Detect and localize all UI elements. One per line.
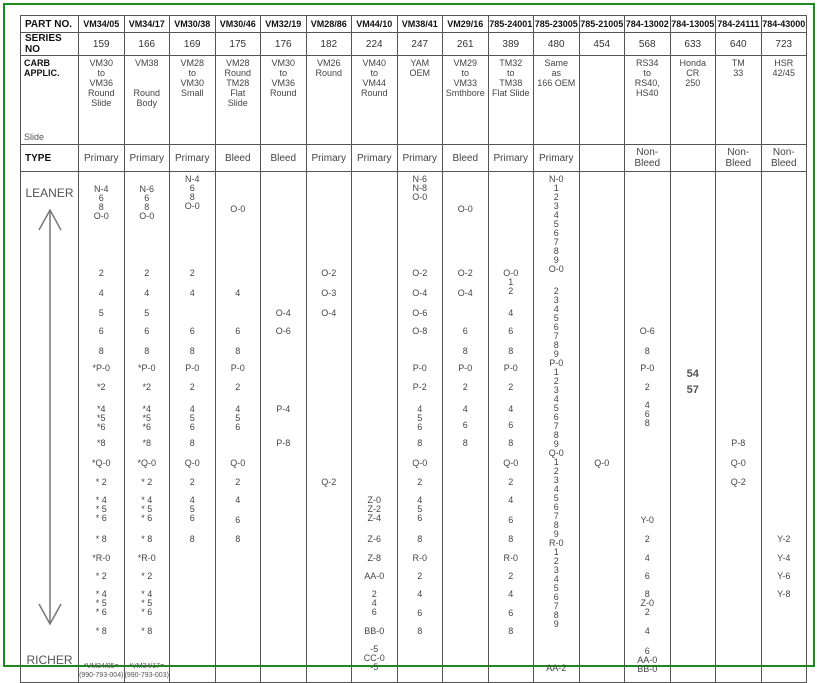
part-no-3: VM30/46 [215, 16, 261, 33]
part-footnote: *VM34/05= (990-793-004) [79, 663, 124, 679]
needle-jet-entry: Y-0 [640, 515, 654, 525]
needle-jet-entry: 4 [508, 495, 514, 505]
needle-jet-entry: *Q-0 [91, 458, 111, 468]
needle-jet-list-7 [398, 172, 443, 682]
needle-jet-entry: 4 5 6 [235, 404, 241, 432]
needle-jet-entry: *4 *5 *6 [142, 404, 151, 432]
needle-jet-entry: 2 [235, 477, 241, 487]
series-no-8: 261 [443, 33, 489, 56]
type-0: Primary [79, 145, 125, 172]
needle-jet-entry: 2 3 4 5 6 7 8 9 P-0 1 2 3 4 5 6 7 8 9 Q-0 1 2 3 4 5 6 7 8 9 R-0 1 2 3 4 5 6 7 8 9 [548, 286, 564, 629]
needle-jet-entry: * 4 * 5 * 6 [95, 589, 107, 617]
needle-jet-entry: P-8 [731, 438, 746, 448]
needle-jet-entry: 4 [235, 288, 241, 298]
series-no-3: 175 [215, 33, 261, 56]
part-footnote: *VM34/17= (990-793-003) [124, 663, 169, 679]
needle-jet-list-13 [671, 172, 716, 682]
needle-jet-entry: BB-0 [364, 626, 385, 636]
needle-jet-entry: O-6 [639, 326, 655, 336]
part-no-13: 784-13005 [670, 16, 716, 33]
needle-jet-list-11 [580, 172, 625, 682]
needle-jet-entry: 8 [644, 346, 650, 356]
carb-applic-0: VM30 to VM36 Round Slide [79, 56, 125, 145]
needle-jet-entry: *2 [142, 382, 151, 392]
needle-jet-entry: 4 [417, 589, 423, 599]
carb-applic-5: VM26 Round [306, 56, 352, 145]
needle-jet-column-2 [170, 172, 216, 683]
needle-jet-entry: 2 [417, 477, 423, 487]
needle-jet-entry: 8 [189, 346, 195, 356]
needle-jet-entry: 4 [189, 288, 195, 298]
needle-jet-column-1 [124, 172, 170, 683]
needle-jet-entry: 6 [508, 515, 514, 525]
part-no-15: 784-43000 [761, 16, 807, 33]
needle-jet-entry: N-6 N-8 O-0 [412, 174, 428, 202]
carb-applic-9: TM32 to TM38 Flat Slide [488, 56, 534, 145]
needle-jet-entry: * 2 [95, 477, 107, 487]
needle-jet-entry: 5 [98, 308, 104, 318]
needle-jet-entry: 6 [508, 608, 514, 618]
needle-jet-list-0 [79, 172, 124, 682]
needle-jet-entry: 8 [189, 534, 195, 544]
needle-jet-entry: 2 [144, 268, 150, 278]
series-no-0: 159 [79, 33, 125, 56]
carb-applic-14: TM 33 [716, 56, 762, 145]
needle-jet-entry: 6 [644, 571, 650, 581]
needle-jet-list-14 [716, 172, 761, 682]
lean-rich-arrow-icon [21, 172, 79, 682]
needle-jet-entry: 2 [508, 571, 514, 581]
needle-jet-entry: 2 [644, 382, 650, 392]
needle-jet-entry: * 8 [95, 626, 107, 636]
needle-jet-entry: 8 [189, 438, 195, 448]
needle-jet-entry: 6 [189, 326, 195, 336]
series-no-5: 182 [306, 33, 352, 56]
needle-jet-column-6 [352, 172, 398, 683]
carb-applic-15: HSR 42/45 [761, 56, 807, 145]
needle-jet-entry: Y-8 [777, 589, 791, 599]
needle-jet-entry: 2 [98, 268, 104, 278]
type-13 [670, 145, 716, 172]
needle-jet-entry: 6 [98, 326, 104, 336]
part-no-14: 784-24111 [716, 16, 762, 33]
part-no-11: 785-21005 [579, 16, 625, 33]
needle-jet-column-8 [443, 172, 489, 683]
needle-jet-entry: O-0 1 2 [503, 268, 519, 296]
part-no-8: VM29/16 [443, 16, 489, 33]
part-no-9: 785-24001 [488, 16, 534, 33]
needle-jet-entry: 6 [462, 326, 468, 336]
needle-jet-entry: *8 [142, 438, 151, 448]
needle-jet-entry: AA-0 [364, 571, 385, 581]
needle-jet-list-2 [170, 172, 215, 682]
needle-jet-entry: 4 [144, 288, 150, 298]
carb-applic-10: Same as 166 OEM [534, 56, 580, 145]
needle-jet-column-10 [534, 172, 580, 683]
needle-jet-entry: P-4 [276, 404, 291, 414]
series-note: 54 [686, 368, 699, 380]
needle-jet-entry: 5 [144, 308, 150, 318]
needle-jet-entry: 6 AA-0 BB-0 [637, 646, 658, 674]
type-11 [579, 145, 625, 172]
needle-jet-entry: O-0 [230, 204, 246, 214]
carb-applic-row [21, 56, 807, 145]
needle-jet-column-15 [761, 172, 807, 683]
series-no-label: SERIES NO [21, 33, 79, 56]
series-no-1: 166 [124, 33, 170, 56]
type-7: Primary [397, 145, 443, 172]
type-8: Bleed [443, 145, 489, 172]
needle-jet-entry: O-4 [321, 308, 337, 318]
needle-jet-entry: 8 [98, 346, 104, 356]
type-15: Non- Bleed [761, 145, 807, 172]
needle-jet-entry: AA-2 [546, 663, 567, 673]
type-10: Primary [534, 145, 580, 172]
part-no-row [21, 16, 807, 33]
needle-jet-entry: O-8 [412, 326, 428, 336]
needle-jet-entry: *P-0 [92, 363, 110, 373]
part-no-label: PART NO. [21, 16, 79, 33]
needle-jet-entry: 6 [235, 515, 241, 525]
needle-jet-entry: * 4 * 5 * 6 [95, 495, 107, 523]
type-row [21, 145, 807, 172]
needle-jet-entry: P-0 [185, 363, 200, 373]
needle-jet-entry: 8 [508, 438, 514, 448]
needle-jet-list-3 [216, 172, 261, 682]
needle-jet-entry: O-4 [412, 288, 428, 298]
carb-applic-8: VM29 to VM33 Smthbore [443, 56, 489, 145]
needle-jet-entry: Y-6 [777, 571, 791, 581]
series-no-12: 568 [625, 33, 671, 56]
needle-jet-list-12 [625, 172, 670, 682]
carb-applic-2: VM28 to VM30 Small [170, 56, 216, 145]
needle-jet-entry: 4 5 6 [417, 495, 423, 523]
needle-jet-entry: 2 [462, 382, 468, 392]
needle-jet-list-15 [762, 172, 807, 682]
carb-applic-6: VM40 to VM44 Round [352, 56, 398, 145]
needle-jet-entry: Y-4 [777, 553, 791, 563]
needle-jet-entry: 4 [98, 288, 104, 298]
needle-jet-entry: 2 [189, 268, 195, 278]
needle-jet-entry: O-2 [321, 268, 337, 278]
needle-jet-column-0 [79, 172, 125, 683]
carb-applic-11 [579, 56, 625, 145]
needle-jet-entry: * 4 * 5 * 6 [141, 495, 153, 523]
needle-jet-entry: 8 [417, 626, 423, 636]
needle-jet-entry: 6 [508, 420, 514, 430]
needle-jet-entry: * 2 [141, 571, 153, 581]
part-no-12: 784-13002 [625, 16, 671, 33]
part-no-6: VM44/10 [352, 16, 398, 33]
part-no-1: VM34/17 [124, 16, 170, 33]
series-no-9: 389 [488, 33, 534, 56]
needle-jet-entry: 2 [644, 534, 650, 544]
needle-jet-entry: 8 [417, 438, 423, 448]
needle-jet-entry: Z-8 [367, 553, 381, 563]
needle-jet-entry: 4 [235, 495, 241, 505]
needle-jet-entry: Q-0 [184, 458, 200, 468]
needle-jet-entry: P-2 [412, 382, 427, 392]
needle-jet-column-13 [670, 172, 716, 683]
needle-jet-entry: * 4 * 5 * 6 [141, 589, 153, 617]
slide-label: Slide [24, 132, 45, 142]
needle-jet-entry: 4 [508, 308, 514, 318]
needle-jet-body-row [21, 172, 807, 683]
carb-applic-3: VM28 Round TM28 Flat Slide [215, 56, 261, 145]
needle-jet-entry: 8 [462, 438, 468, 448]
needle-jet-entry: 4 [508, 404, 514, 414]
needle-jet-entry: *R-0 [92, 553, 111, 563]
needle-jet-entry: O-3 [321, 288, 337, 298]
carb-applic-12: RS34 to RS40, HS40 [625, 56, 671, 145]
needle-jet-entry: P-0 [458, 363, 473, 373]
needle-jet-entry: 4 [508, 589, 514, 599]
needle-jet-entry: * 2 [141, 477, 153, 487]
part-no-0: VM34/05 [79, 16, 125, 33]
series-no-10: 480 [534, 33, 580, 56]
type-5: Primary [306, 145, 352, 172]
richer-label: RICHER [26, 653, 73, 667]
needle-jet-entry: *8 [96, 438, 106, 448]
needle-jet-entry: 4 [644, 626, 650, 636]
needle-jet-column-12 [625, 172, 671, 683]
needle-jet-entry: P-0 [640, 363, 655, 373]
needle-jet-entry: * 8 [95, 534, 107, 544]
needle-jet-entry: P-0 [503, 363, 518, 373]
needle-jet-entry: 4 6 8 [644, 400, 650, 428]
part-no-10: 785-23005 [534, 16, 580, 33]
needle-jet-entry: 2 [508, 477, 514, 487]
needle-jet-entry: 8 [508, 534, 514, 544]
needle-jet-entry: N-4 6 8 O-0 [184, 174, 200, 211]
needle-jet-entry: R-0 [412, 553, 427, 563]
needle-jet-entry: -5 CC-0 -5 [363, 644, 385, 672]
type-label: TYPE [21, 145, 79, 172]
needle-jet-list-9 [489, 172, 534, 682]
needle-jet-entry: 8 [417, 534, 423, 544]
needle-jet-entry: * 2 [95, 571, 107, 581]
needle-jet-entry: 4 [462, 404, 468, 414]
needle-jet-entry: O-0 [457, 204, 473, 214]
series-no-7: 247 [397, 33, 443, 56]
type-4: Bleed [261, 145, 307, 172]
needle-jet-entry: 4 5 6 [417, 404, 423, 432]
leaner-label: LEANER [25, 186, 74, 200]
needle-jet-entry: 6 [144, 326, 150, 336]
needle-jet-entry: 8 [508, 626, 514, 636]
needle-jet-entry: Y-2 [777, 534, 791, 544]
needle-jet-entry: Q-0 [412, 458, 428, 468]
needle-jet-entry: 4 5 6 [189, 495, 195, 523]
needle-jet-entry: 8 [462, 346, 468, 356]
needle-jet-entry: O-4 [457, 288, 473, 298]
needle-jet-entry: 4 [644, 553, 650, 563]
lean-rich-scale [21, 172, 79, 683]
series-no-6: 224 [352, 33, 398, 56]
needle-jet-entry: 8 [235, 534, 241, 544]
needle-jet-entry: 8 Z-0 2 [640, 589, 654, 617]
needle-jet-entry: Q-0 [230, 458, 246, 468]
needle-jet-entry: O-2 [412, 268, 428, 278]
needle-jet-entry: Q-0 [730, 458, 746, 468]
series-no-4: 176 [261, 33, 307, 56]
type-9: Primary [488, 145, 534, 172]
series-no-row [21, 33, 807, 56]
needle-jet-entry: P-8 [276, 438, 291, 448]
needle-jet-entry: Q-2 [321, 477, 337, 487]
needle-jet-entry: 8 [508, 346, 514, 356]
type-14: Non- Bleed [716, 145, 762, 172]
needle-jet-list-8 [443, 172, 488, 682]
needle-jet-entry: O-6 [412, 308, 428, 318]
needle-jet-column-5 [306, 172, 352, 683]
type-3: Bleed [215, 145, 261, 172]
needle-jet-entry: *2 [96, 382, 106, 392]
needle-jet-entry: Q-2 [730, 477, 746, 487]
needle-jet-entry: *P-0 [137, 363, 156, 373]
needle-jet-list-10 [534, 172, 579, 682]
needle-jet-entry: Q-0 [594, 458, 610, 468]
needle-jet-column-4 [261, 172, 307, 683]
series-no-14: 640 [716, 33, 762, 56]
needle-jet-entry: O-4 [275, 308, 291, 318]
series-no-13: 633 [670, 33, 716, 56]
type-1: Primary [124, 145, 170, 172]
needle-jet-entry: N-4 6 8 O-0 [93, 184, 109, 221]
needle-jet-entry: Z-0 Z-2 Z-4 [367, 495, 381, 523]
needle-jet-entry: 8 [235, 346, 241, 356]
part-no-5: VM28/86 [306, 16, 352, 33]
needle-jet-column-11 [579, 172, 625, 683]
carb-applic-7: YAM OEM [397, 56, 443, 145]
type-2: Primary [170, 145, 216, 172]
needle-jet-entry: O-6 [275, 326, 291, 336]
series-note: 57 [686, 384, 699, 396]
carb-applic-4: VM30 to VM36 Round [261, 56, 307, 145]
needle-jet-list-5 [307, 172, 352, 682]
needle-jet-entry: 2 [508, 382, 514, 392]
needle-jet-column-3 [215, 172, 261, 683]
needle-jet-list-4 [261, 172, 306, 682]
carb-applic-label-cell [21, 56, 79, 145]
needle-jet-entry: *4 *5 *6 [96, 404, 106, 432]
needle-jet-entry: *R-0 [137, 553, 156, 563]
needle-jet-entry: N-0 1 2 3 4 5 6 7 8 9 O-0 [548, 174, 564, 274]
needle-jet-entry: P-0 [230, 363, 245, 373]
needle-jet-entry: R-0 [503, 553, 518, 563]
needle-jet-column-9 [488, 172, 534, 683]
needle-jet-entry: 8 [144, 346, 150, 356]
needle-jet-list-6 [352, 172, 397, 682]
needle-jet-entry: 6 [462, 420, 468, 430]
needle-jet-column-14 [716, 172, 762, 683]
needle-jet-chart-table [20, 15, 807, 683]
series-no-2: 169 [170, 33, 216, 56]
needle-jet-entry: * 8 [141, 626, 153, 636]
carb-applic-label: CARB APPLIC. [24, 58, 60, 78]
needle-jet-entry: 6 [508, 326, 514, 336]
carb-applic-1: VM38 Round Body [124, 56, 170, 145]
part-no-2: VM30/38 [170, 16, 216, 33]
series-no-15: 723 [761, 33, 807, 56]
needle-jet-entry: *Q-0 [137, 458, 156, 468]
needle-jet-entry: 2 [189, 477, 195, 487]
needle-jet-entry: N-6 6 8 O-0 [139, 184, 155, 221]
needle-jet-list-1 [125, 172, 170, 682]
carb-applic-13: Honda CR 250 [670, 56, 716, 145]
needle-jet-entry: 6 [235, 326, 241, 336]
needle-jet-entry: 2 [417, 571, 423, 581]
needle-jet-entry: 6 [417, 608, 423, 618]
needle-jet-entry: P-0 [412, 363, 427, 373]
needle-jet-entry: Q-0 [503, 458, 519, 468]
needle-jet-entry: 2 [189, 382, 195, 392]
series-no-11: 454 [579, 33, 625, 56]
needle-jet-column-7 [397, 172, 443, 683]
type-12: Non- Bleed [625, 145, 671, 172]
needle-jet-entry: 4 5 6 [189, 404, 195, 432]
type-6: Primary [352, 145, 398, 172]
needle-jet-entry: Z-6 [367, 534, 381, 544]
needle-jet-entry: * 8 [141, 534, 153, 544]
needle-jet-entry: 2 4 6 [371, 589, 377, 617]
part-no-7: VM38/41 [397, 16, 443, 33]
part-no-4: VM32/19 [261, 16, 307, 33]
needle-jet-entry: 2 [235, 382, 241, 392]
needle-jet-entry: O-2 [457, 268, 473, 278]
